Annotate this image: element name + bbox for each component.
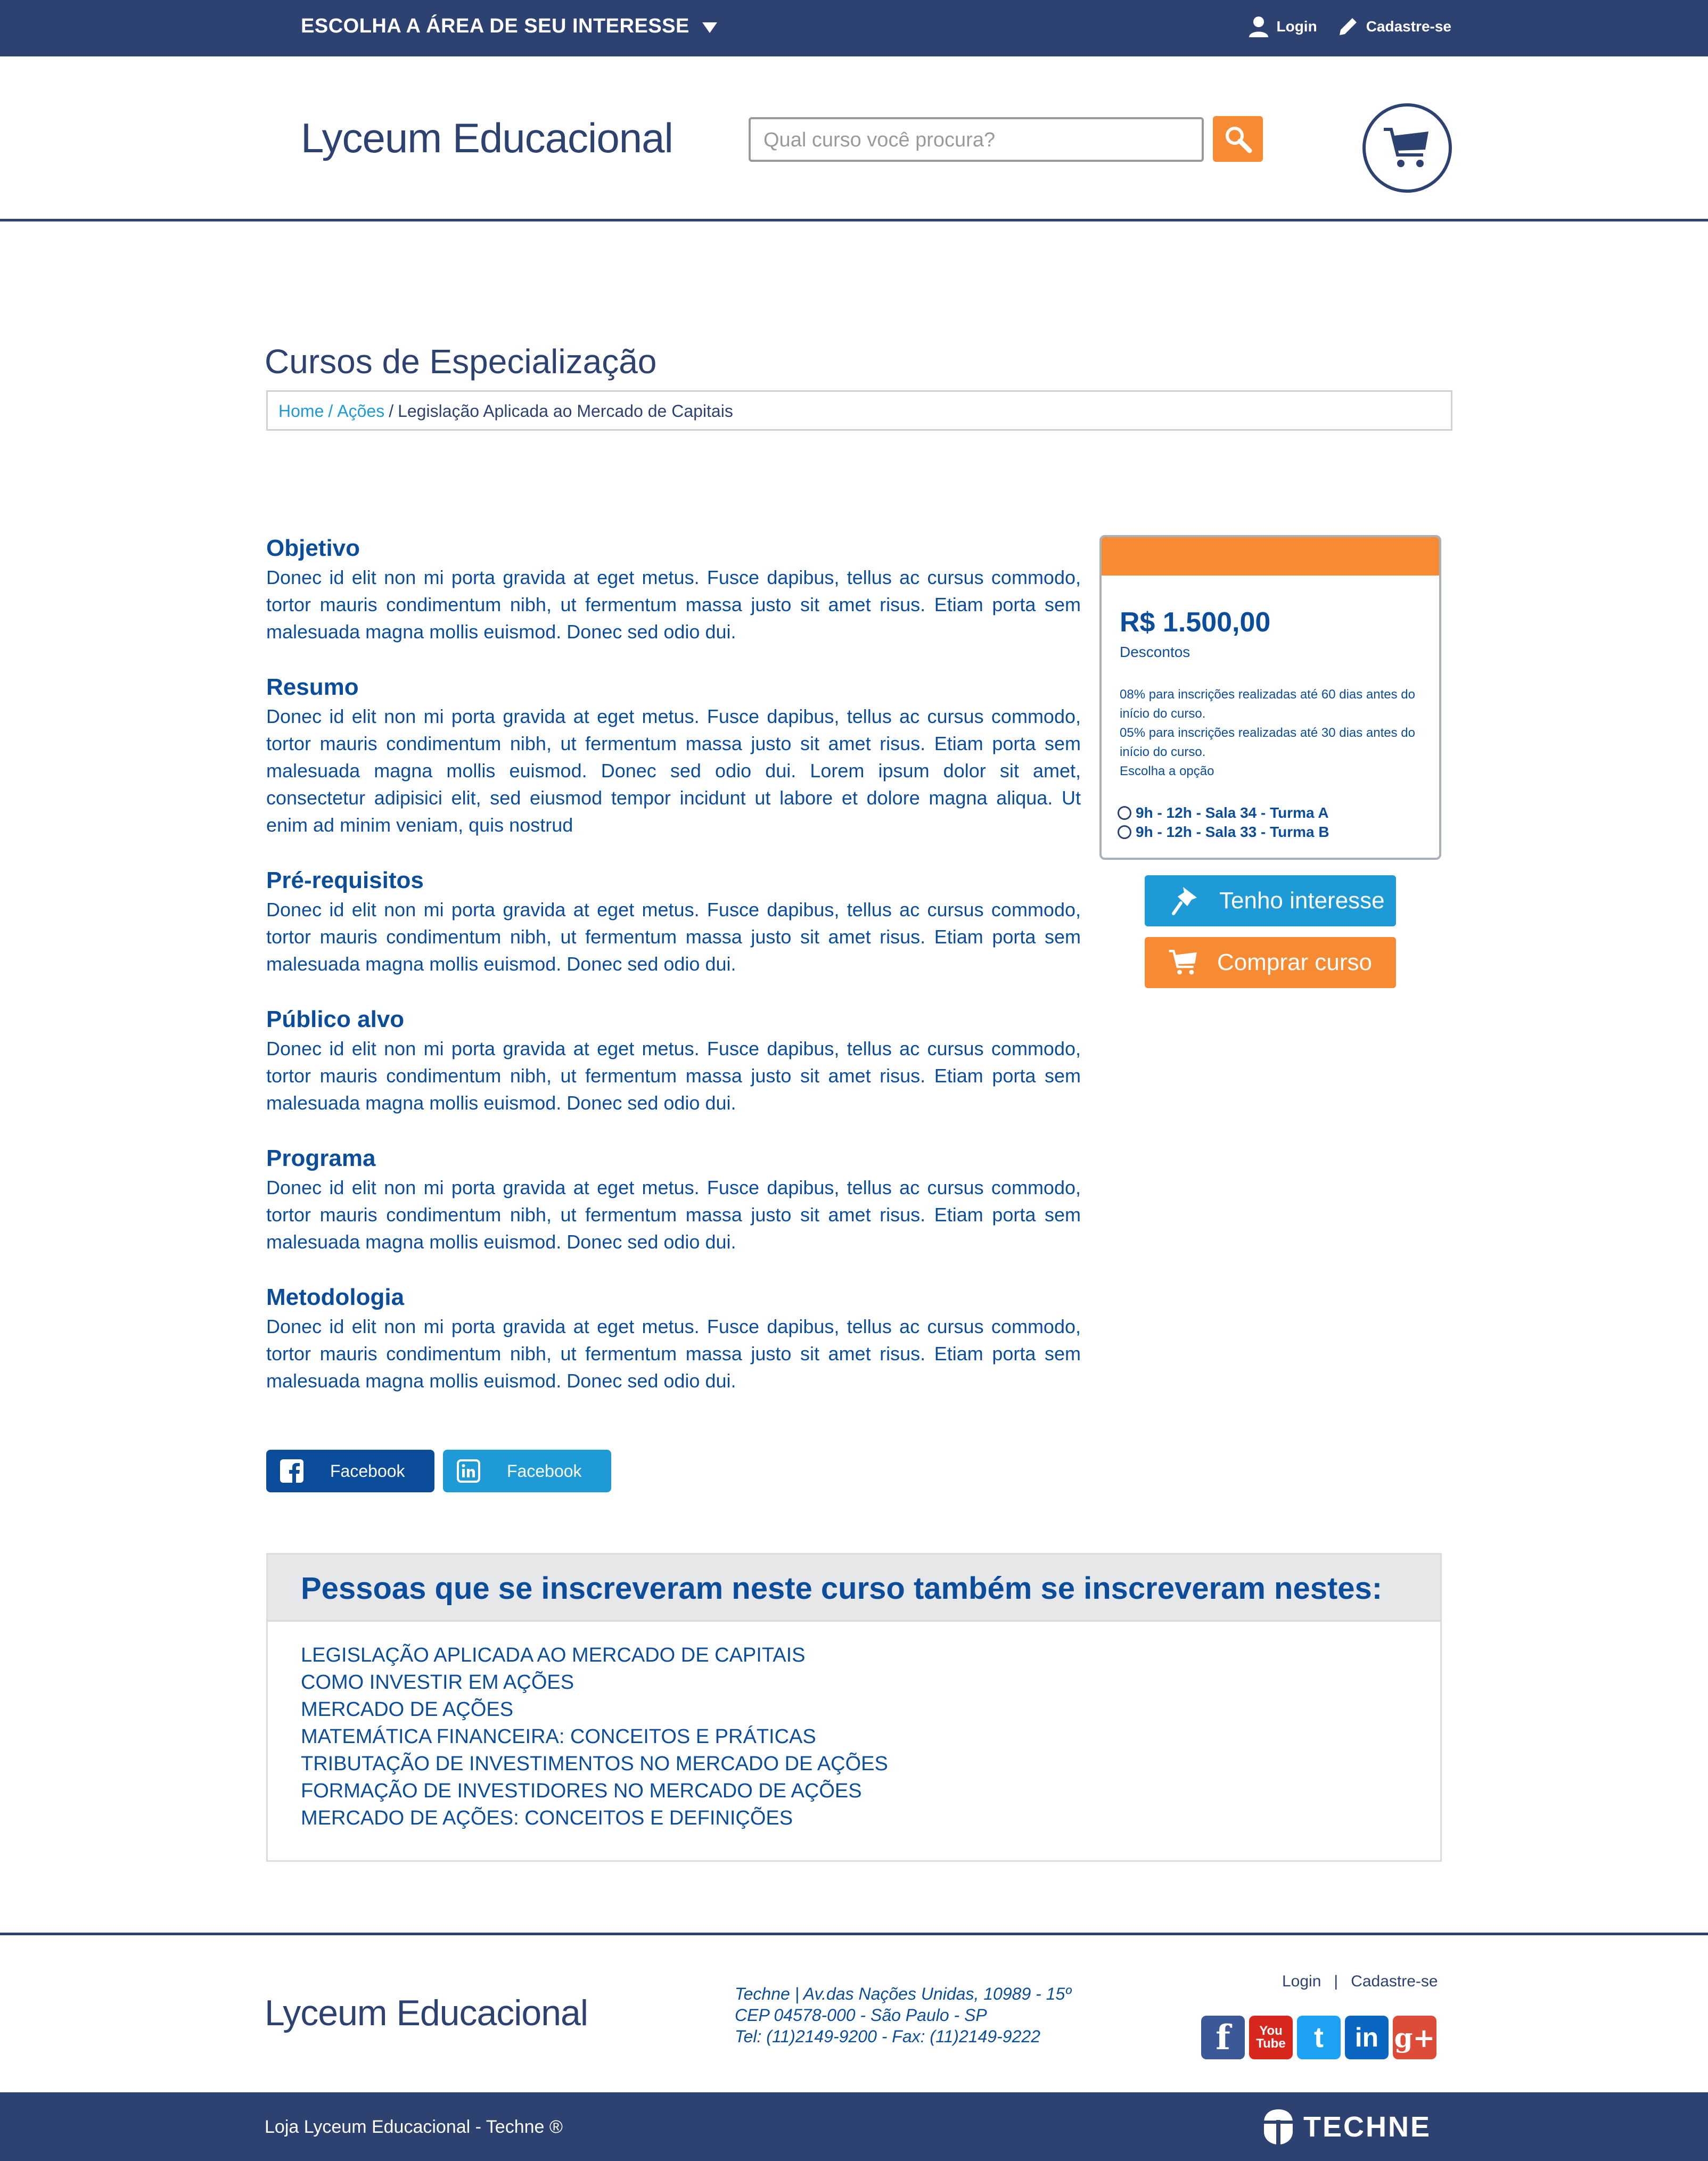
section-pre-requisitos bbox=[266, 867, 1081, 977]
course-details bbox=[266, 535, 1081, 1423]
footer-link-divider: | bbox=[1334, 1973, 1339, 1990]
page-title: Cursos de Especialização bbox=[265, 342, 657, 381]
cart-icon bbox=[1381, 124, 1434, 172]
search-input[interactable]: Qual curso você procura? bbox=[749, 117, 1204, 162]
twitter-icon[interactable]: t bbox=[1297, 2016, 1341, 2059]
footer-signup-link[interactable]: Cadastre-se bbox=[1351, 1973, 1438, 1990]
class-option-a[interactable] bbox=[1118, 804, 1439, 821]
footer-divider bbox=[0, 1933, 1708, 1935]
choose-option-label: Escolha a opção bbox=[1120, 764, 1214, 778]
signup-label: Cadastre-se bbox=[1366, 18, 1451, 35]
auth-links bbox=[1249, 16, 1451, 37]
section-text: Donec id elit non mi porta gravida at eget metus. Fusce dapibus, tellus ac cursus commodo, tortor mauris condimentum nibh, ut fermentum massa justo sit amet risus. Etiam porta sem malesuada magna mollis euismod. Donec sed odio dui. bbox=[266, 566, 1081, 643]
address-line: CEP 04578-000 - São Paulo - SP bbox=[735, 2006, 987, 2025]
address-line: Techne | Av.das Nações Unidas, 10989 - 15º bbox=[735, 1984, 1071, 2003]
section-title: Pré-requisitos bbox=[266, 867, 424, 893]
share-facebook-label: Facebook bbox=[330, 1461, 405, 1481]
interest-button-label: Tenho interesse bbox=[1219, 888, 1385, 914]
chevron-down-icon bbox=[702, 22, 717, 33]
linkedin-icon[interactable]: in bbox=[1345, 2016, 1389, 2059]
share-linkedin-label: Facebook bbox=[507, 1461, 582, 1481]
copyright: Loja Lyceum Educacional - Techne ® bbox=[265, 2117, 563, 2137]
related-courses-list bbox=[301, 1642, 1440, 1832]
area-dropdown-label: ESCOLHA A ÁREA DE SEU INTERESSE bbox=[301, 15, 689, 37]
section-objetivo bbox=[266, 535, 1081, 645]
section-metodologia bbox=[266, 1284, 1081, 1394]
address-line: Tel: (11)2149-9200 - Fax: (11)2149-9222 bbox=[735, 2027, 1040, 2046]
buy-course-button[interactable] bbox=[1145, 937, 1396, 988]
footer-address bbox=[735, 1983, 1071, 2047]
section-text: Donec id elit non mi porta gravida at eget metus. Fusce dapibus, tellus ac cursus commodo, tortor mauris condimentum nibh, ut fermentum massa justo sit amet risus. Etiam porta sem malesuada magna mollis euismod. Donec sed odio dui. bbox=[266, 1038, 1081, 1114]
related-course-link[interactable]: TRIBUTAÇÃO DE INVESTIMENTOS NO MERCADO DE AÇÕES bbox=[301, 1753, 888, 1775]
footer-login-link[interactable]: Login bbox=[1282, 1973, 1321, 1990]
breadcrumb-separator: / bbox=[328, 401, 333, 421]
discounts-title: Descontos bbox=[1120, 644, 1190, 660]
course-price: R$ 1.500,00 bbox=[1120, 607, 1271, 638]
footer-bottom-bar bbox=[0, 2092, 1708, 2161]
signup-link[interactable] bbox=[1337, 16, 1451, 37]
related-courses bbox=[266, 1553, 1442, 1862]
breadcrumb-category[interactable]: Ações bbox=[337, 401, 385, 421]
youtube-icon[interactable]: You Tube bbox=[1249, 2016, 1293, 2059]
pin-icon bbox=[1171, 886, 1198, 916]
top-navigation-bar bbox=[0, 0, 1708, 56]
user-icon bbox=[1249, 16, 1269, 37]
related-course-link[interactable]: MERCADO DE AÇÕES bbox=[301, 1698, 514, 1721]
search-button[interactable] bbox=[1213, 116, 1263, 162]
section-publico-alvo bbox=[266, 1006, 1081, 1116]
share-linkedin-button[interactable] bbox=[443, 1450, 611, 1492]
discount-1: 08% para inscrições realizadas até 60 dias antes do início do curso. bbox=[1120, 687, 1415, 721]
share-facebook-button[interactable] bbox=[266, 1450, 434, 1492]
discount-2: 05% para inscrições realizadas até 30 dias antes do início do curso. bbox=[1120, 726, 1415, 759]
class-option-b[interactable] bbox=[1118, 824, 1439, 841]
related-course-link[interactable]: MATEMÁTICA FINANCEIRA: CONCEITOS E PRÁTICAS bbox=[301, 1725, 816, 1748]
cart-icon bbox=[1166, 948, 1201, 977]
section-text: Donec id elit non mi porta gravida at eget metus. Fusce dapibus, tellus ac cursus commodo, tortor mauris condimentum nibh, ut fermentum massa justo sit amet risus. Etiam porta sem malesuada magna mollis euismod. Donec sed odio dui. bbox=[266, 899, 1081, 975]
facebook-icon bbox=[280, 1459, 303, 1483]
class-options bbox=[1118, 804, 1439, 841]
techne-brand-label: TECHNE bbox=[1303, 2111, 1432, 2143]
price-box bbox=[1099, 535, 1441, 860]
section-text: Donec id elit non mi porta gravida at eget metus. Fusce dapibus, tellus ac cursus commodo, tortor mauris condimentum nibh, ut fermentum massa justo sit amet risus. Etiam porta sem malesuada magna mollis euismod. Donec sed odio dui. bbox=[266, 1316, 1081, 1392]
section-title: Objetivo bbox=[266, 535, 360, 561]
pencil-icon bbox=[1337, 16, 1359, 37]
breadcrumb bbox=[266, 390, 1452, 431]
related-course-link[interactable]: COMO INVESTIR EM AÇÕES bbox=[301, 1671, 574, 1694]
radio-button[interactable] bbox=[1118, 825, 1131, 839]
cart-button[interactable] bbox=[1362, 103, 1452, 193]
related-course-link[interactable]: MERCADO DE AÇÕES: CONCEITOS E DEFINIÇÕES bbox=[301, 1807, 793, 1829]
area-dropdown[interactable] bbox=[301, 15, 717, 38]
related-courses-title: Pessoas que se inscreveram neste curso também se inscreveram nestes: bbox=[268, 1555, 1440, 1622]
techne-logo-icon bbox=[1262, 2108, 1295, 2146]
interest-button[interactable] bbox=[1145, 875, 1396, 926]
footer-logo[interactable]: Lyceum Educacional bbox=[265, 1993, 588, 2033]
section-title: Resumo bbox=[266, 674, 359, 700]
class-option-label: 9h - 12h - Sala 33 - Turma B bbox=[1136, 824, 1329, 840]
section-text: Donec id elit non mi porta gravida at eget metus. Fusce dapibus, tellus ac cursus commodo, tortor mauris condimentum nibh, ut fermentum massa justo sit amet risus. Etiam porta sem malesuada magna mollis euismod. Donec sed odio dui. Lorem ipsum dolor sit amet, consectetur adipisici elit, sed eiusmod tempor incidunt ut labore et dolore magna aliqua. Ut enim ad minim veniam, quis nostrud bbox=[266, 705, 1081, 836]
footer-auth-links bbox=[1282, 1973, 1438, 1991]
class-option-label: 9h - 12h - Sala 34 - Turma A bbox=[1136, 804, 1329, 821]
social-links bbox=[1201, 2016, 1436, 2059]
section-resumo bbox=[266, 674, 1081, 839]
google-plus-icon[interactable]: g+ bbox=[1393, 2016, 1436, 2059]
site-header bbox=[0, 56, 1708, 221]
breadcrumb-separator: / bbox=[389, 401, 394, 421]
buy-course-button-label: Comprar curso bbox=[1217, 949, 1372, 975]
techne-brand bbox=[1262, 2108, 1431, 2146]
section-title: Público alvo bbox=[266, 1006, 405, 1032]
search-icon bbox=[1223, 124, 1253, 154]
discounts-text bbox=[1120, 685, 1421, 781]
section-programa bbox=[266, 1145, 1081, 1255]
related-course-link[interactable]: LEGISLAÇÃO APLICADA AO MERCADO DE CAPITAIS bbox=[301, 1644, 806, 1666]
breadcrumb-home[interactable]: Home bbox=[278, 401, 324, 421]
related-course-link[interactable]: FORMAÇÃO DE INVESTIDORES NO MERCADO DE AÇÕES bbox=[301, 1780, 862, 1802]
login-label: Login bbox=[1276, 18, 1317, 35]
facebook-icon[interactable]: f bbox=[1201, 2016, 1245, 2059]
breadcrumb-current: Legislação Aplicada ao Mercado de Capitais bbox=[398, 401, 733, 421]
linkedin-icon bbox=[457, 1459, 480, 1483]
login-link[interactable] bbox=[1249, 16, 1317, 37]
radio-button[interactable] bbox=[1118, 806, 1131, 820]
section-title: Metodologia bbox=[266, 1284, 405, 1310]
section-title: Programa bbox=[266, 1145, 376, 1171]
price-box-header bbox=[1102, 537, 1439, 576]
site-logo[interactable]: Lyceum Educacional bbox=[301, 114, 673, 161]
section-text: Donec id elit non mi porta gravida at eget metus. Fusce dapibus, tellus ac cursus commodo, tortor mauris condimentum nibh, ut fermentum massa justo sit amet risus. Etiam porta sem malesuada magna mollis euismod. Donec sed odio dui. bbox=[266, 1177, 1081, 1253]
